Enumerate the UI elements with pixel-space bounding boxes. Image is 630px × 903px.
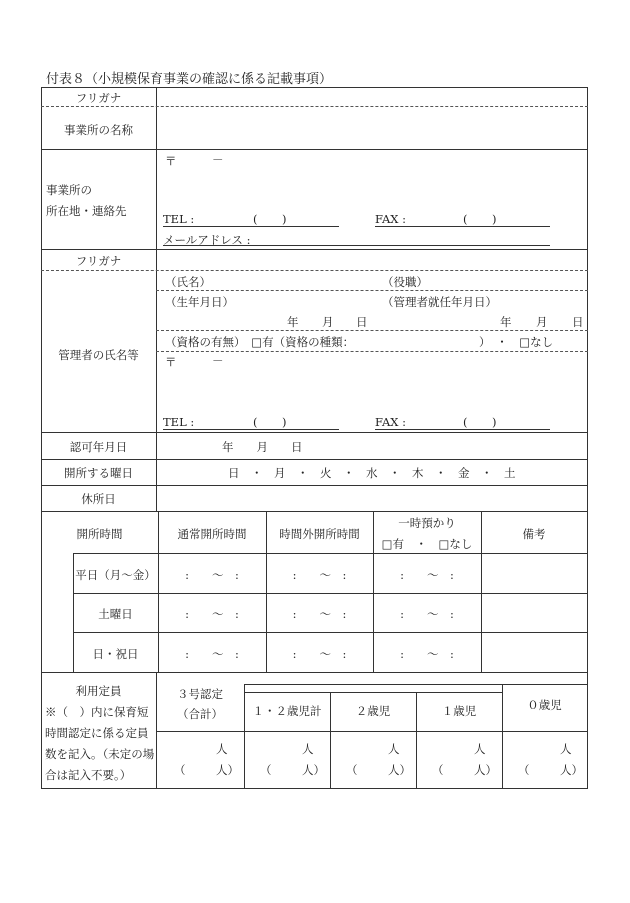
saturday-normal-time: : ～ : xyxy=(185,607,239,621)
age1-short-person: 人） xyxy=(474,763,497,777)
age0-short-person: 人） xyxy=(560,763,583,777)
capacity-note-4: 合は記入不要。） xyxy=(45,768,132,782)
manager-position-label: （役職） xyxy=(382,275,428,289)
row-saturday-label: 土曜日 xyxy=(98,607,133,621)
cert3-open: （ xyxy=(174,763,186,777)
office-fax-open: ( xyxy=(463,212,468,226)
email-label: メールアドレス : xyxy=(163,233,251,247)
furigana-label: フリガナ xyxy=(75,91,122,105)
appointed-month: 月 xyxy=(536,315,548,329)
cert3-subheader: （合計） xyxy=(177,707,223,721)
manager-name-label: （氏名） xyxy=(165,275,211,289)
row-holiday-label: 日・祝日 xyxy=(92,647,139,661)
age2-open: （ xyxy=(346,763,358,777)
hours-label: 開所時間 xyxy=(76,527,123,541)
postal-dash: － xyxy=(212,153,224,167)
office-tel-label: TEL : xyxy=(163,212,195,226)
birth-month: 月 xyxy=(322,315,334,329)
hours-temp-options: □有 ・ □なし xyxy=(381,537,473,551)
office-tel-open: ( xyxy=(253,212,258,226)
age2-header: ２歳児 xyxy=(355,704,391,718)
capacity-label: 利用定員 xyxy=(75,684,122,698)
qualification-close: ） ・ □なし xyxy=(479,335,554,349)
office-address-label-1: 事業所の xyxy=(46,183,92,197)
appointed-day: 日 xyxy=(572,315,584,329)
birth-year: 年 xyxy=(287,315,299,329)
manager-birth-label: （生年月日） xyxy=(165,295,234,309)
manager-appointed-label: （管理者就任年月日） xyxy=(382,295,497,309)
open-days-label: 開所する曜日 xyxy=(64,466,133,480)
qualification-label: （資格の有無） □有（資格の種類： xyxy=(165,335,355,349)
weekday-normal-time: : ～ : xyxy=(185,568,239,582)
manager-fax-open: ( xyxy=(463,415,468,429)
row-weekday-label: 平日（月～金） xyxy=(75,568,156,582)
holiday-extra-time: : ～ : xyxy=(292,647,347,661)
manager-postal-dash: － xyxy=(212,354,224,368)
hours-extra-header: 時間外開所時間 xyxy=(279,527,360,541)
age0-open: （ xyxy=(518,763,530,777)
hours-remarks-header: 備考 xyxy=(522,527,546,541)
page-title: 付表８（小規模保育事業の確認に係る記載事項） xyxy=(46,72,333,87)
office-address-label-2: 所在地・連絡先 xyxy=(46,204,127,218)
manager-furigana-label: フリガナ xyxy=(75,254,122,268)
weekday-extra-time: : ～ : xyxy=(292,568,347,582)
age12-person: 人 xyxy=(302,742,314,756)
office-tel-close: ) xyxy=(282,212,287,226)
age2-person: 人 xyxy=(388,742,400,756)
office-name-label: 事業所の名称 xyxy=(64,123,133,137)
birth-day: 日 xyxy=(356,315,368,329)
age1-person: 人 xyxy=(474,742,486,756)
holiday-temp-time: : ～ : xyxy=(400,647,454,661)
manager-tel-open: ( xyxy=(253,415,258,429)
cert3-header: ３号認定 xyxy=(177,687,223,701)
age12-header: １・２歳児計 xyxy=(252,704,322,718)
weekday-temp-time: : ～ : xyxy=(400,568,454,582)
closed-days-label: 休所日 xyxy=(81,492,116,506)
open-days-value: 日 ・ 月 ・ 火 ・ 水 ・ 木 ・ 金 ・ 土 xyxy=(228,466,516,480)
cert3-short-person: 人） xyxy=(216,763,239,777)
manager-fax-close: ) xyxy=(492,415,497,429)
office-fax-close: ) xyxy=(492,212,497,226)
age12-open: （ xyxy=(260,763,272,777)
age12-short-person: 人） xyxy=(302,763,325,777)
office-fax-label: FAX : xyxy=(375,212,407,226)
approval-date-value: 年 月 日 xyxy=(222,440,303,454)
appointed-year: 年 xyxy=(500,315,512,329)
capacity-note-3: 数を記入。（未定の場 xyxy=(45,747,155,761)
age1-open: （ xyxy=(432,763,444,777)
holiday-normal-time: : ～ : xyxy=(185,647,239,661)
saturday-extra-time: : ～ : xyxy=(292,607,347,621)
manager-fax-label: FAX : xyxy=(375,415,407,429)
age0-person: 人 xyxy=(560,742,572,756)
manager-postal-mark: 〒 xyxy=(165,355,177,369)
postal-mark: 〒 xyxy=(165,154,177,168)
saturday-temp-time: : ～ : xyxy=(400,607,454,621)
manager-tel-label: TEL : xyxy=(163,415,195,429)
manager-label: 管理者の氏名等 xyxy=(58,348,139,362)
approval-date-label: 認可年月日 xyxy=(69,440,128,454)
cert3-person: 人 xyxy=(216,742,228,756)
capacity-note-2: 時間認定に係る定員 xyxy=(45,726,149,740)
age0-header: ０歳児 xyxy=(527,698,562,712)
age1-header: １歳児 xyxy=(441,704,477,718)
hours-normal-header: 通常開所時間 xyxy=(177,527,247,541)
manager-tel-close: ) xyxy=(282,415,287,429)
age2-short-person: 人） xyxy=(388,763,411,777)
hours-temp-header: 一時預かり xyxy=(398,516,456,530)
capacity-note-1: ※（ ）内に保育短 xyxy=(45,705,149,719)
